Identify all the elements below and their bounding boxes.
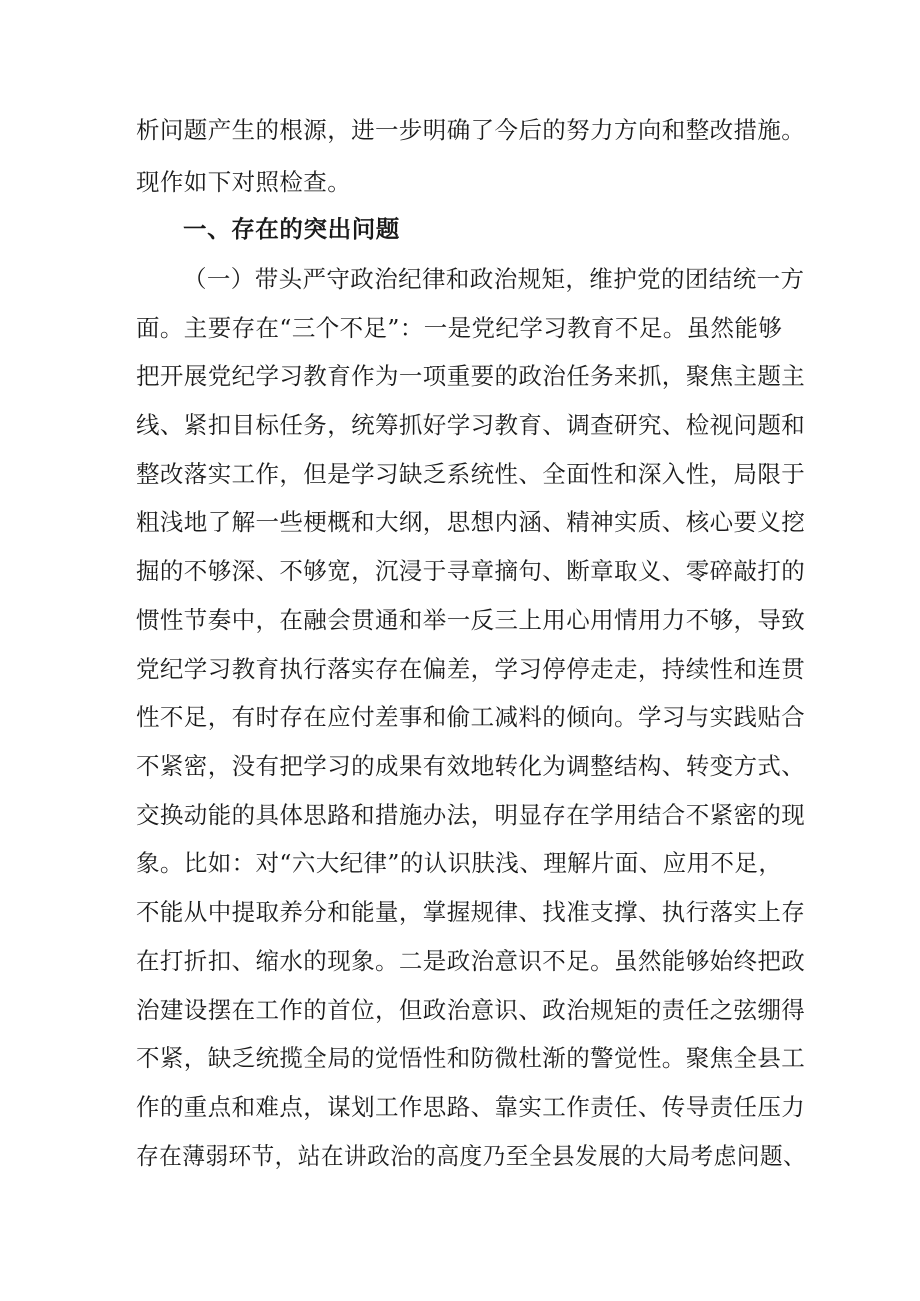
text-line: 线、紧扣目标任务，统筹抓好学习教育、调查研究、检视问题和 [136,411,806,439]
text-line: 惯性节奏中，在融会贯通和举一反三上用心用情用力不够，导致 [136,606,806,634]
text-line: 交换动能的具体思路和措施办法，明显存在学用结合不紧密的现 [136,801,806,829]
text-line: 治建设摆在工作的首位，但政治意识、政治规矩的责任之弦绷得 [136,996,806,1024]
text-line: 不紧密，没有把学习的成果有效地转化为调整结构、转变方式、 [136,752,806,780]
text-line: 粗浅地了解一些梗概和大纲，思想内涵、精神实质、核心要义挖 [136,508,806,536]
section-heading: 一、存在的突出问题 [183,215,400,243]
text-line: 面。主要存在“三个不足”：一是党纪学习教育不足。虽然能够 [136,314,783,342]
text-line: 析问题产生的根源，进一步明确了今后的努力方向和整改措施。 [136,116,806,144]
text-line: 不能从中提取养分和能量，掌握规律、找准支撑、执行落实上存 [136,898,806,926]
text-line: 现作如下对照检查。 [136,168,352,196]
text-line: 在打折扣、缩水的现象。二是政治意识不足。虽然能够始终把政 [136,947,806,975]
text-line: 整改落实工作，但是学习缺乏系统性、全面性和深入性，局限于 [136,460,806,488]
text-line: 不紧，缺乏统揽全局的觉悟性和防微杜渐的警觉性。聚焦全县工 [136,1044,806,1072]
text-line: 象。比如：对“六大纪律”的认识肤浅、理解片面、应用不足， [136,849,783,877]
text-line: 掘的不够深、不够宽，沉浸于寻章摘句、断章取义、零碎敲打的 [136,557,806,585]
text-line: 作的重点和难点，谋划工作思路、靠实工作责任、传导责任压力 [136,1093,806,1121]
text-line: 性不足，有时存在应付差事和偷工减料的倾向。学习与实践贴合 [136,703,806,731]
text-line: 把开展党纪学习教育作为一项重要的政治任务来抓，聚焦主题主 [136,362,806,390]
text-line: 党纪学习教育执行落实存在偏差，学习停停走走，持续性和连贯 [136,655,806,683]
paragraph-first-line: （一）带头严守政治纪律和政治规矩，维护党的团结统一方 [183,265,805,293]
text-line: 存在薄弱环节，站在讲政治的高度乃至全县发展的大局考虑问题、 [136,1142,807,1170]
